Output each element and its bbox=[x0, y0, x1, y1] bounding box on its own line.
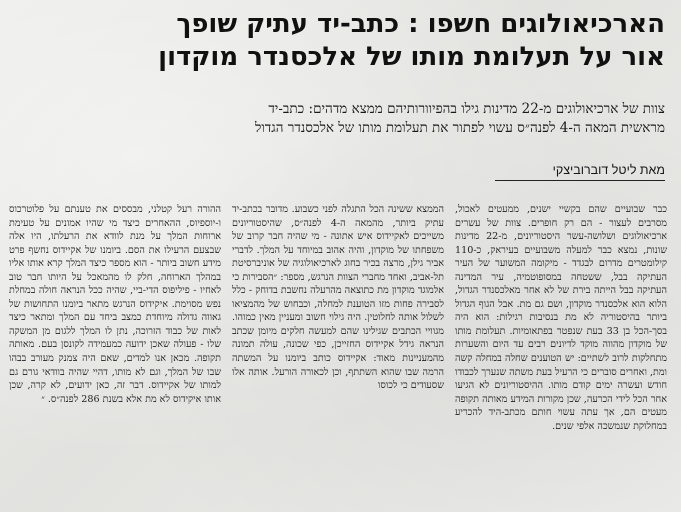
headline bbox=[15, 8, 665, 74]
headline-line-2: אור על תעלומת מותו של אלכסנדר מוקדון bbox=[158, 42, 665, 72]
headline-line-1: הארכיאולוגים חשפו : כתב-יד עתיק שופך bbox=[176, 9, 665, 39]
subheadline bbox=[15, 100, 665, 138]
subheadline-line-2: מראשית המאה ה-4 לפנה״ס עשוי לפתור את תעלומת מותו של אלכסנדר הגדול bbox=[255, 120, 665, 136]
subheadline-line-1: צוות של ארכיאולוגים מ-22 מדינות גילו בהפיוורותיהם ממצא מדהים: כתב-יד bbox=[268, 101, 665, 117]
byline: מאת ליטל דוברוביצקי bbox=[495, 163, 665, 181]
article-column-2 bbox=[232, 203, 444, 508]
column-1-text: כבר שבועיים שהם בקשיי ישנים, ממעטים לאכול, מסרבים לעצור - הם רק חופרים. צוות של עשרים ארכיאולוגים ושלושה-עשר היסטוריונים, מ-22 מדינות שונות, נמצא כבר למעלה משבועיים בעיראק, כ-110 קילומטרים מדרום לבגדד - מיקומה המשוער של העיר העתיקה בבל, ששטחה במסופוטמיה, עיר המדינה העתיקה בבל הייתה בירת של לא אחר מאלכסנדר הגדול, הלוא הוא אלכסנדר מוקדון, ושם גם מת. אבל הגוף הגדול ביותר בהיסטוריה לא מת בנסיבות רגילות: הוא היה בסך-הכל בן 33 בעת שנפטר בפתאומיות. תעלומת מותו של מוקדון מהווה מוקד לדיונים רבים עד היום והשערות מתחלקות לרוב לשתיים: יש הטוענים שחלה במחלה קשה ומת, ואחרים סוברים כי הרעיל בעת משתה שנערך לכבודו חודש ועשרה ימים קודם מותו. ההיסטוריונים לא הגיעו אחר הכל לידי הכרעה, שכן מקורות המידע מאותה תקופה מעטים הם, אך עתה עשוי חותם מכתב-היד להכריע במחלוקת שנמשכה אלפי שנים. bbox=[455, 204, 667, 432]
article-column-1 bbox=[455, 203, 667, 508]
article-column-3 bbox=[9, 203, 221, 508]
column-3-text: ההורה רעל קטלני, מבססים את טענתם על פלוטרכוס ו-יוספיוס, ההאחרים כיצד מי שהיו אמונים על טעימת ארוחות המלך על מנת לוודא את הרעלתו, היו אלה שבצעם הרעילו את הסם. ביומנו של אקיידוס נחשף פרט מידע חשוב ביותר - הוא מספר כיצד המלך קרא אותו אליו במהלך הארוחה, חלק לו מהמאכל על היותו חבר טוב לאחיו - פיליפוס הדי-ביי, שהיה ככל הנראה חולה במחלת נפש מסוימת. איקידוס הנרגש מתאר ביומנו התחושות של גאווה גדולה מיוחדת כמצב ביחד עם המלך ומתאר כיצד לאות של כבוד הזרוכה, נתן לו המלך ללגום מן המשקה שלו - פעולה שאכן ידועה כמעמידה לקונסן בעם. מאותה תקופה. מכאן אנו למדים, שאם היה צמנק מעורב בבהו שבו של המלך, וגם לא מותו, דהיי שהיה בוודאי גורם גם למותו של אקיידוס. דבר זה, כאן ידועים, לא קרה, שכן אותו איקידוס לא מת אלא בשנת 286 לפנה״ס. ״ bbox=[9, 204, 221, 405]
column-2-text: הממצא ששינה הכל התגלה לפני כשבוע. מדובר בכתב-יד עתיק ביותר, מהמאה ה-4 לפנה״ס, שהיסטוריונים משייכים לאקיידוס איש אתונה - מי שהיה חבר קרוב של משפחתו של מוקדון, והיה אהוב במיוחד על המלך. לדברי אביר גילן, מרצה בכיר בחוג לארכיאולוגיה של אוניברסיטת תל-אביב, ואחד מחברי הצוות הנרגש, מספר: ״הסבירות כי אלמוגד מוקדון מת כתוצאה מהרעלה נחשבת בדוחק - כלל לסבירה פחות מזו הטוענת למחלה, וכבחוש של מהמציאו לשלול אותה לחלוטין. היה גילוי חשוב ומעניין מאין כמוהו. מגוויי הכתבים שגילינו שהם למעשה חלקים מיומן שכתב הנראה גידל אקיידוס החזייכן, כפי שכונה, עולה תמונה מהמעניינות מאוד: אקיידוס כותב ביומנו על המשתה הרמה שבו שהוא השתתף, וכן לכאורה הורעל. אותה אלו שסעודים כי לכוסו bbox=[232, 204, 444, 392]
